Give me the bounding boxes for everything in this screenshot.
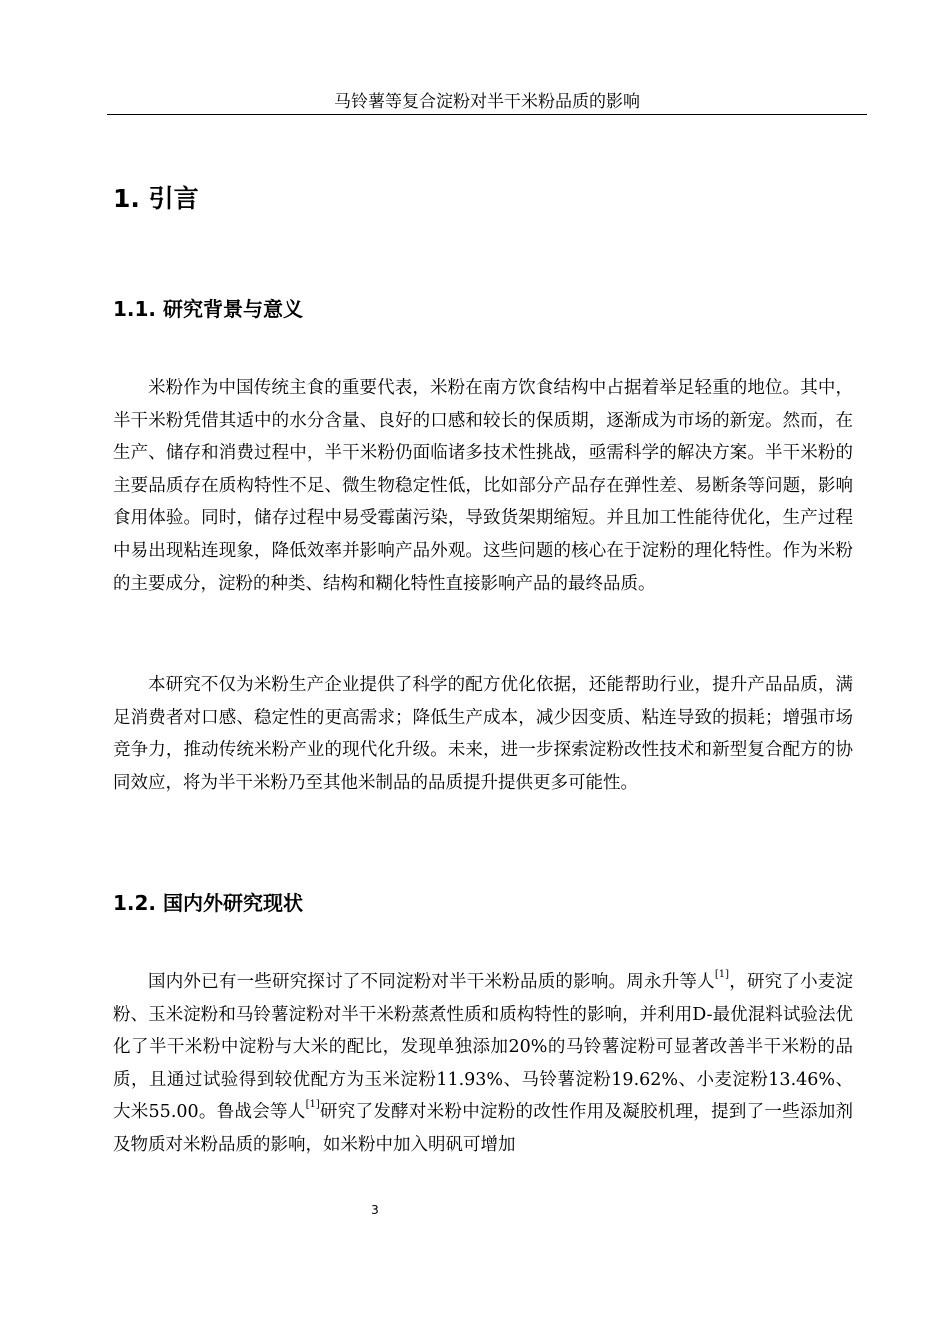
paragraph-significance: 本研究不仅为米粉生产企业提供了科学的配方优化依据，还能帮助行业，提升产品品质，满足消费者对口感、稳定性的更高需求；降低生产成本，减少因变质、粘连导致的损耗；增强市场竞争力，推动传统米粉产业的现代化升级。未来，进一步探索淀粉改性技术和新型复合配方的协同效应，将为半干米粉乃至其他米制品的品质提升提供更多可能性。 (113, 675, 853, 793)
section-heading-introduction: 1. 引言 (113, 184, 199, 213)
subsection-heading-research-status: 1.2. 国内外研究现状 (113, 891, 303, 915)
paragraph-text: 国内外已有一些研究探讨了不同淀粉对半干米粉品质的影响。周永升等人 (148, 972, 715, 992)
subsection-heading-background: 1.1. 研究背景与意义 (113, 297, 303, 321)
paragraph-background: 米粉作为中国传统主食的重要代表，米粉在南方饮食结构中占据着举足轻重的地位。其中，半干米粉凭借其适中的水分含量、良好的口感和较长的保质期，逐渐成为市场的新宠。然而，在生产、储存和消费过程中，半干米粉仍面临诸多技术性挑战，亟需科学的解决方案。半干米粉的主要品质存在质构特性不足、微生物稳定性低，比如部分产品存在弹性差、易断条等问题，影响食用体验。同时，储存过程中易受霉菌污染，导致货架期缩短。并且加工性能待优化，生产过程中易出现粘连现象，降低效率并影响产品外观。这些问题的核心在于淀粉的理化特性。作为米粉的主要成分，淀粉的种类、结构和糊化特性直接影响产品的最终品质。 (113, 378, 853, 594)
header-divider (107, 114, 867, 115)
citation-ref[interactable]: [1] (305, 1099, 320, 1111)
paragraph-research-status (113, 966, 853, 1162)
paragraph-text: ，研究了小麦淀粉、玉米淀粉和马铃薯淀粉对半干米粉蒸煮性质和质构特性的影响，并利用D-最优混料试验法优化了半干米粉中淀粉与大米的配比，发现单独添加20%的马铃薯淀粉可显著改善半干米粉的品质，且通过试验得到较优配方为玉米淀粉11.93%、马铃薯淀粉19.62%、小麦淀粉13.46%、大米55.00。鲁战会等人 (113, 972, 854, 1123)
page-number: 3 (371, 1203, 379, 1217)
paragraph-text: 研究了发酵对米粉中淀粉的改性作用及凝胶机理，提到了一些添加剂及物质对米粉品质的影响，如米粉中加入明矾可增加 (113, 1102, 853, 1155)
citation-ref[interactable]: [1] (714, 969, 730, 980)
running-header: 马铃薯等复合淀粉对半干米粉品质的影响 (334, 92, 640, 112)
